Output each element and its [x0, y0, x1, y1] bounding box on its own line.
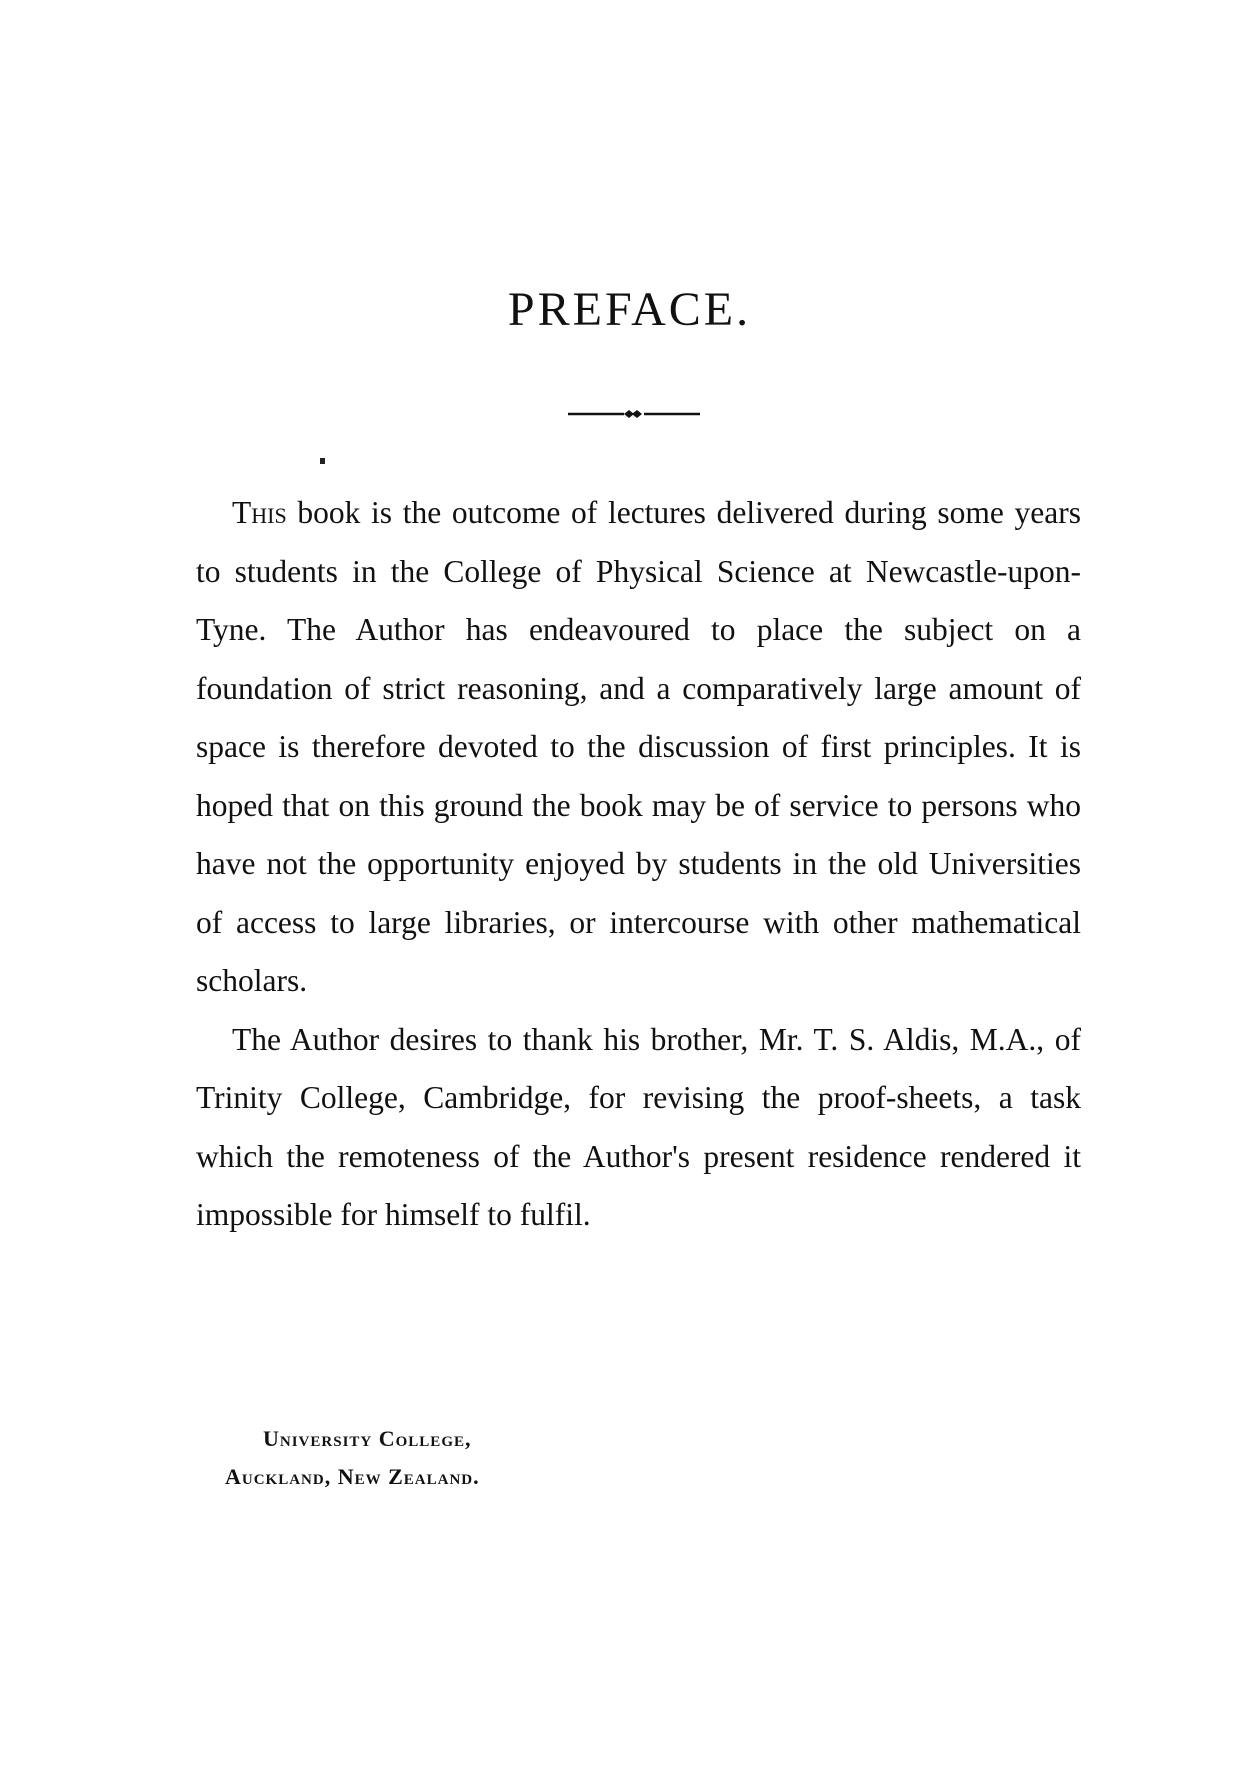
preface-body	[196, 484, 1081, 1245]
signature-line-institution: University College,	[263, 1426, 472, 1451]
print-speck	[320, 458, 325, 464]
preface-paragraph-2	[196, 1011, 1081, 1245]
paragraph-lead-word: This	[232, 495, 287, 530]
ornament-divider	[568, 408, 700, 420]
signature-block	[225, 1420, 480, 1496]
paragraph-text: The Author desires to thank his brother, Mr. T. S. Aldis, M.A., of Trinity College, Cambridge, for revising the proof-sheets, a task which the remoteness of the Author's present residence rendered it impossible for himself to fulfil.	[196, 1021, 1081, 1232]
page-title: PREFACE.	[507, 283, 752, 336]
paragraph-text: book is the outcome of lectures delivered during some years to students in the College of Physical Science at Newcastle-upon-Tyne. The Author has endeavoured to place the subject on a foundation of strict reasoning, and a comparatively large amount of space is therefore devoted to the discussion of first principles. It is hoped that on this ground the book may be of service to persons who have not the opportunity enjoyed by students in the old Universities of access to large libraries, or intercourse with other mathematical scholars.	[196, 495, 1081, 998]
preface-paragraph-1	[196, 484, 1081, 1011]
signature-line-location: Auckland, New Zealand.	[225, 1464, 480, 1489]
